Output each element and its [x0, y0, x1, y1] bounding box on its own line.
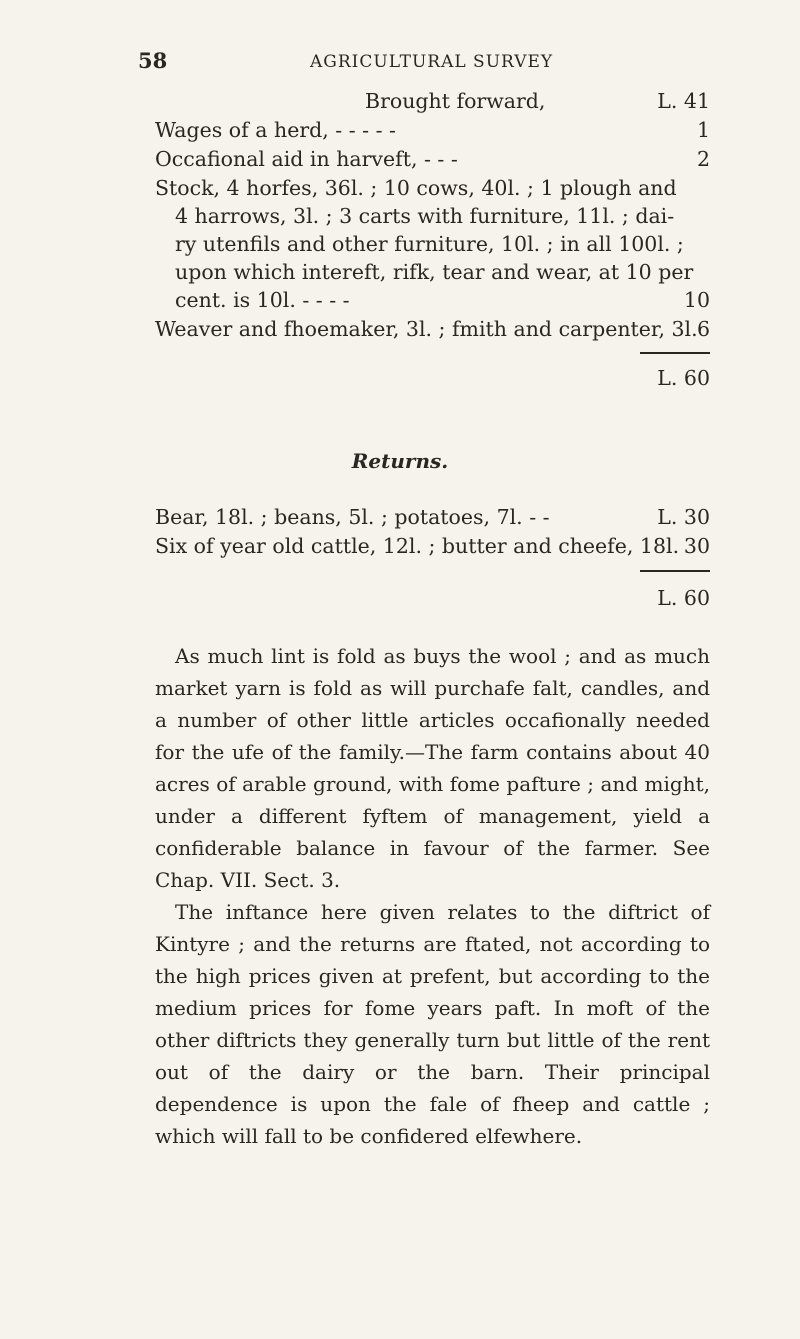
- expense-row: [155, 116, 710, 144]
- return-text: Bear, 18l. ; beans, 5l. ; potatoes, 7l. - -: [155, 505, 550, 529]
- return-row: [155, 532, 710, 560]
- stock-line: ry utenfils and other furniture, 10l. ; in all 100l. ;: [175, 232, 684, 256]
- sum-rule: [640, 352, 710, 354]
- brought-forward-row: [155, 87, 710, 115]
- brought-forward-amount: L. 41: [657, 89, 710, 113]
- return-amount: L. 30: [657, 505, 710, 529]
- weaver-text: Weaver and fhoemaker, 3l. ; fmith and carpenter, 3l.: [155, 317, 698, 341]
- expense-amount: 1: [696, 118, 710, 142]
- expense-total: L. 60: [657, 366, 710, 390]
- paragraph: As much lint is fold as buys the wool ; and as much market yarn is fold as will purchafe falt, candles, and a number of other little articles occafionally needed for the ufe of the family.—The farm contains about 40 acres of arable ground, with fome pafture ; and might, under a different fyftem of management, yield a confiderable balance in favour of the farmer. See Chap. VII. Sect. 3.: [155, 644, 710, 892]
- stock-amount: 10: [683, 288, 710, 312]
- stock-line: 4 harrows, 3l. ; 3 carts with furniture, 11l. ; dai-: [175, 204, 675, 228]
- page-header: [138, 48, 698, 78]
- expense-text: Occafional aid in harveft, - - -: [155, 147, 458, 171]
- returns-total: L. 60: [657, 586, 710, 610]
- stock-line: upon which intereft, rifk, tear and wear, at 10 per: [175, 260, 694, 284]
- weaver-row: [155, 315, 710, 343]
- weaver-amount: 6: [696, 317, 710, 341]
- stock-line: cent. is 10l. - - - - 10: [175, 288, 710, 312]
- return-row: [155, 503, 710, 531]
- stock-line: Stock, 4 horfes, 36l. ; 10 cows, 40l. ; 1 plough and: [155, 176, 677, 200]
- expense-text: Wages of a herd, - - - - -: [155, 118, 396, 142]
- running-title: AGRICULTURAL SURVEY: [310, 52, 554, 72]
- expense-row: [155, 145, 710, 173]
- brought-forward-label: Brought forward,: [365, 89, 546, 113]
- paragraph: The inftance here given relates to the diftrict of Kintyre ; and the returns are ftated, not according to the high prices given at prefent, but according to the medium prices for fome years paft. In moft of the other diftricts they generally turn but little of the rent out of the dairy or the barn. Their principal dependence is upon the fale of fheep and cattle ; which will fall to be confidered elfewhere.: [155, 900, 710, 1148]
- return-text: Six of year old cattle, 12l. ; butter and cheefe, 18l.: [155, 534, 680, 558]
- expense-amount: 2: [696, 147, 710, 171]
- sum-rule: [640, 570, 710, 572]
- body-text: [155, 640, 710, 1152]
- page-number: 58: [138, 48, 168, 73]
- return-amount: 30: [683, 534, 710, 558]
- returns-heading: Returns.: [351, 449, 449, 473]
